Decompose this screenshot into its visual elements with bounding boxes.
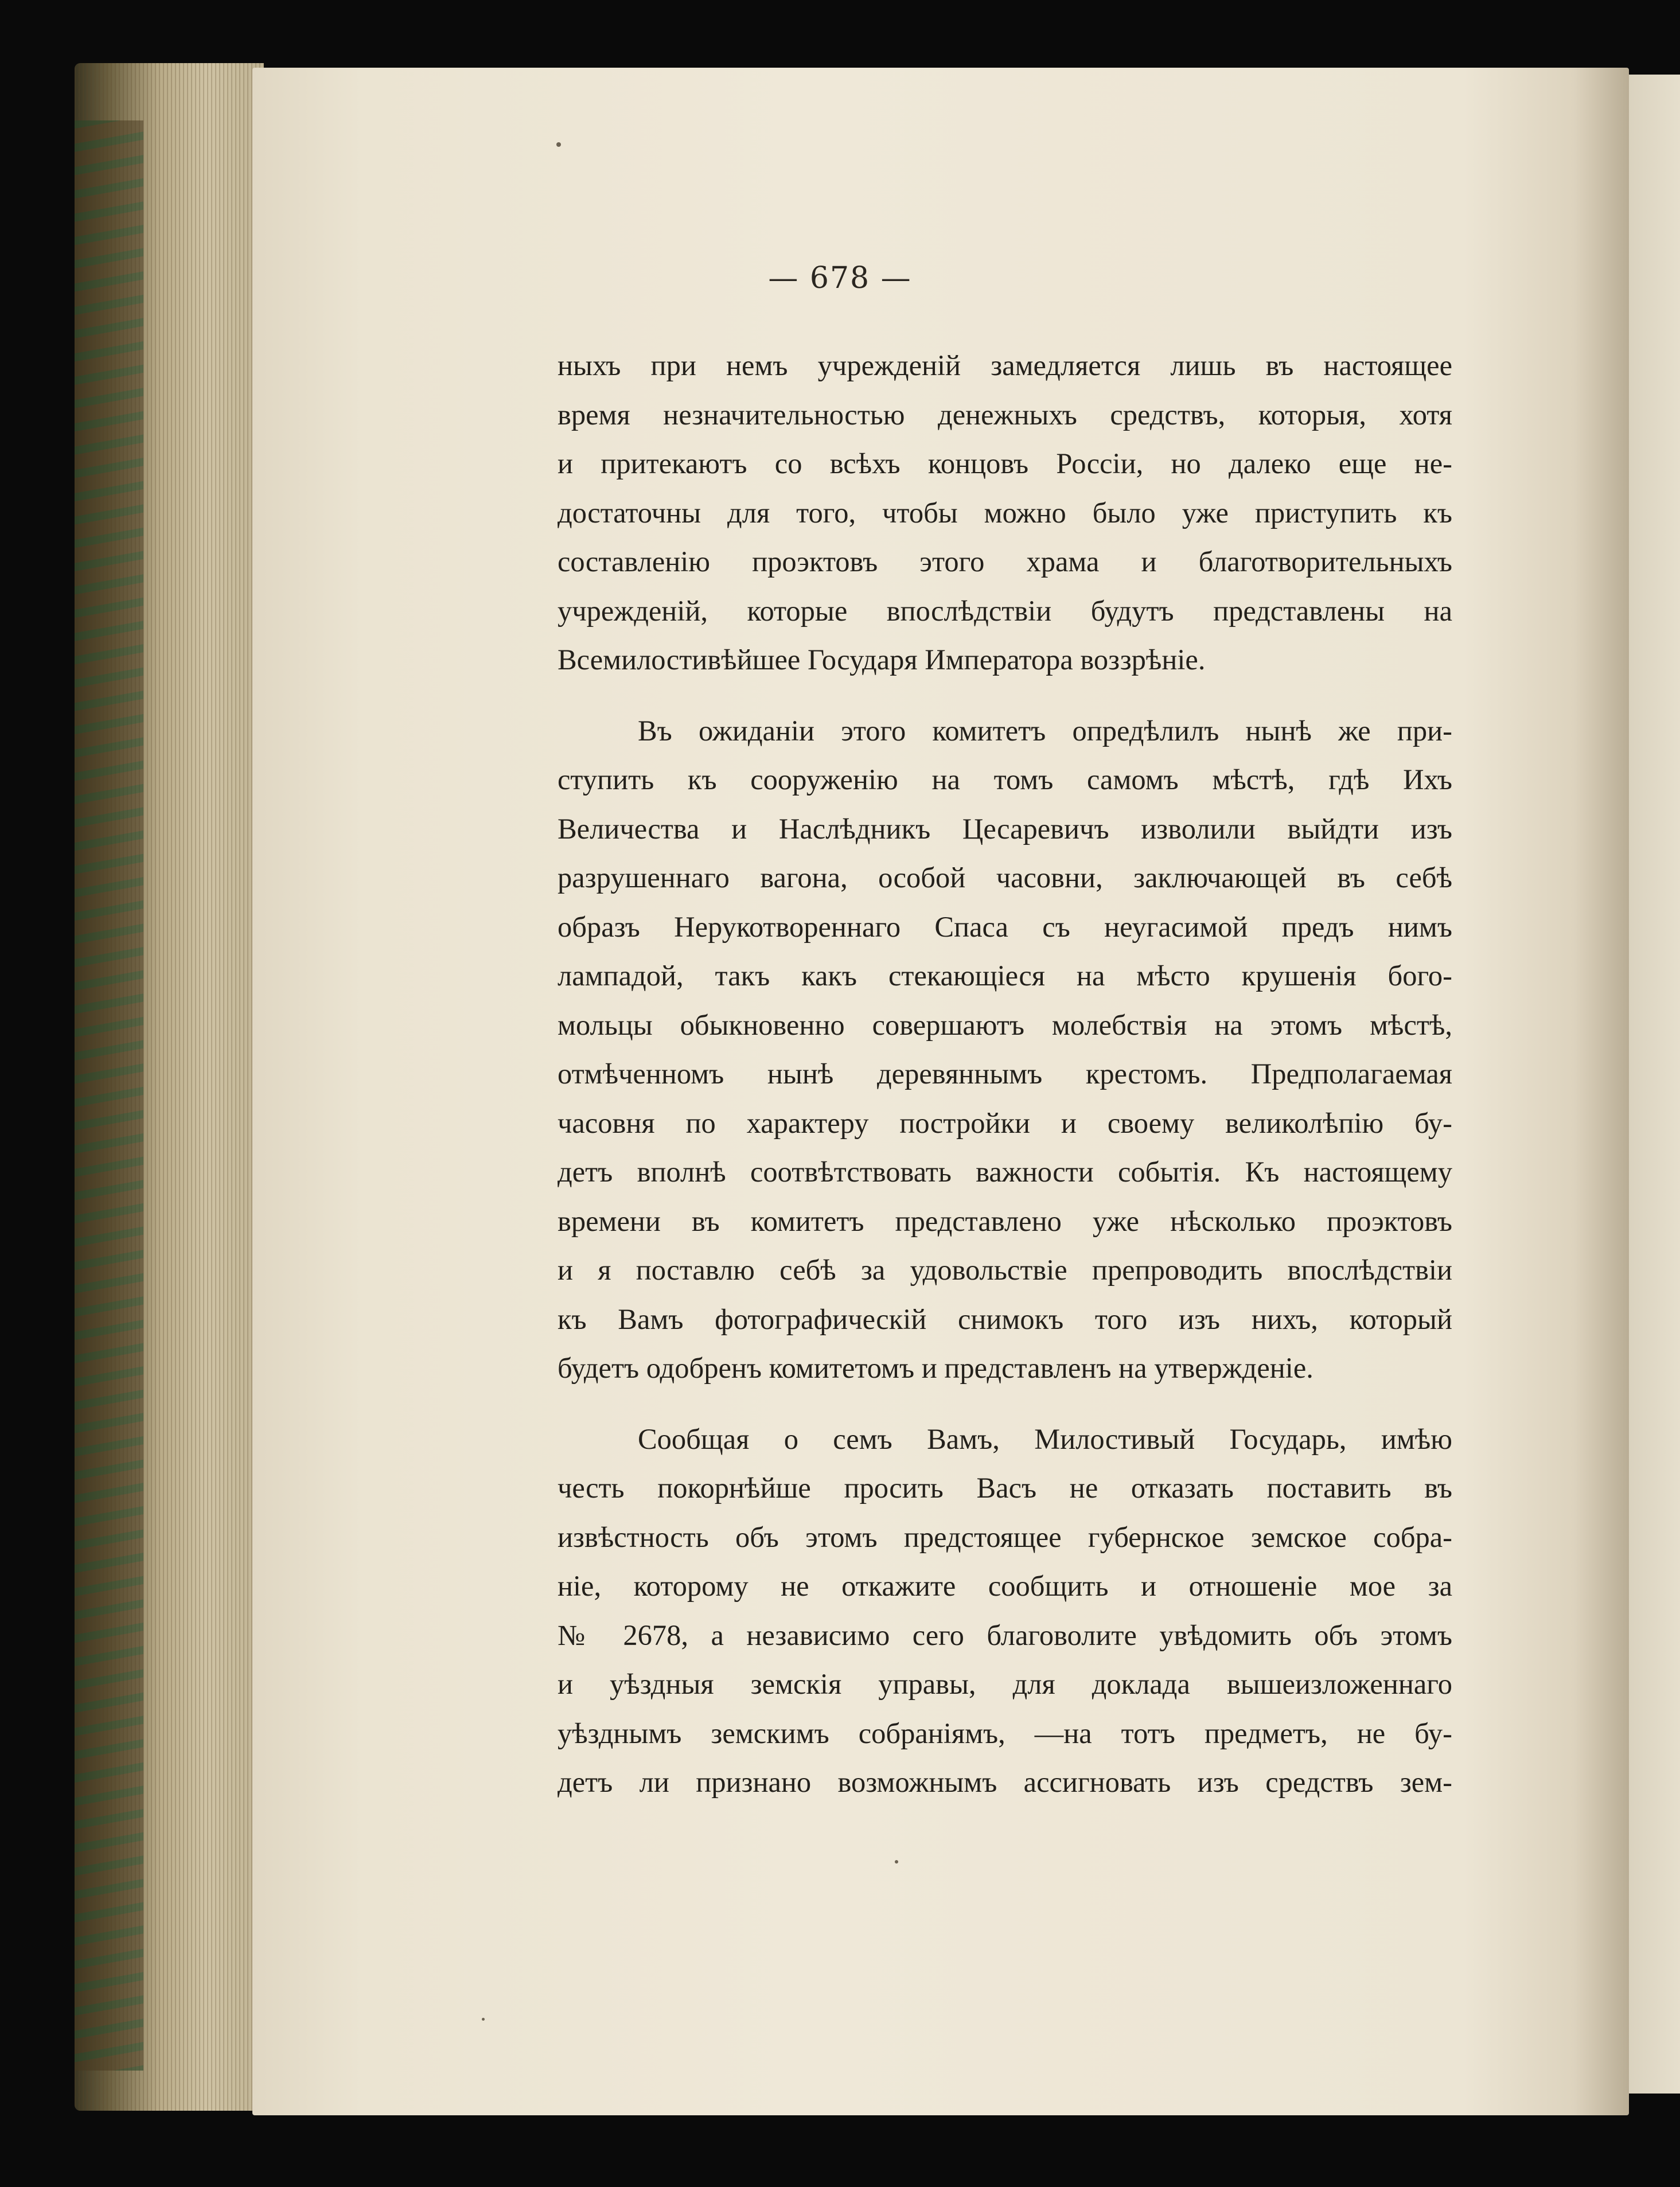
paragraph-gap (558, 685, 1452, 707)
paragraph-1 (558, 341, 1452, 685)
body-text (558, 341, 1452, 1807)
text-line: ніе, которому не откажите сообщить и отношеніе мое за (558, 1570, 1452, 1602)
text-line: лампадой, такъ какъ стекающіеся на мѣсто крушенія бого- (558, 960, 1452, 992)
text-line: ныхъ при немъ учрежденій замедляется лишь въ настоящее (558, 349, 1452, 381)
text-line: Величества и Наслѣдникъ Цесаревичъ изволили выйдти изъ (558, 812, 1452, 845)
text-line: и притекаютъ со всѣхъ концовъ Россіи, но далеко еще не- (558, 447, 1452, 479)
text-line: честь покорнѣйше просить Васъ не отказать поставить въ (558, 1472, 1452, 1504)
text-line: составленію проэктовъ этого храма и благотворительныхъ (558, 545, 1452, 578)
text-line: часовня по характеру постройки и своему великолѣпію бу- (558, 1106, 1452, 1139)
paragraph-3 (558, 1415, 1452, 1807)
paragraph-2 (558, 707, 1452, 1393)
text-line: образъ Нерукотвореннаго Спаса съ неугасимой предъ нимъ (558, 910, 1452, 943)
paper-speck (895, 1860, 898, 1864)
text-line: отмѣченномъ нынѣ деревяннымъ крестомъ. Предполагаемая (558, 1058, 1452, 1090)
text-line: достаточны для того, чтобы можно было уже приступить къ (558, 496, 1452, 529)
text-line: детъ ли признано возможнымъ ассигновать изъ средствъ зем- (558, 1766, 1452, 1798)
text-line: времени въ комитетъ представлено уже нѣсколько проэктовъ (558, 1204, 1452, 1237)
text-line: къ Вамъ фотографическій снимокъ того изъ нихъ, который (558, 1303, 1452, 1335)
text-line: извѣстность объ этомъ предстоящее губернское земское собра- (558, 1521, 1452, 1553)
text-line: будетъ одобренъ комитетомъ и представленъ на утвержденіе. (558, 1352, 1313, 1384)
page-number: — 678 — (768, 261, 912, 295)
book-binding-edge (75, 120, 143, 2071)
text-line: мольцы обыкновенно совершаютъ молебствія на этомъ мѣстѣ, (558, 1008, 1452, 1041)
text-line: и я поставлю себѣ за удовольствіе препроводить впослѣдствіи (558, 1254, 1452, 1286)
text-line: Всемилостивѣйшее Государя Императора воззрѣніе. (558, 644, 1206, 676)
text-line: и уѣздныя земскія управы, для доклада вышеизложеннаго (558, 1668, 1452, 1700)
text-line: учрежденій, которые впослѣдствіи будутъ представлены на (558, 594, 1452, 627)
paper-speck (482, 2018, 485, 2021)
text-line: ступить къ сооруженію на томъ самомъ мѣстѣ, гдѣ Ихъ (558, 763, 1452, 796)
text-line: разрушеннаго вагона, особой часовни, заключающей въ себѣ (558, 861, 1452, 894)
text-line: детъ вполнѣ соотвѣтствовать важности событія. Къ настоящему (558, 1156, 1452, 1188)
text-line: № 2678, а независимо сего благоволите увѣдомить объ этомъ (558, 1619, 1452, 1651)
paragraph-gap (558, 1393, 1452, 1415)
text-line: время незначительностью денежныхъ средствъ, которыя, хотя (558, 398, 1452, 431)
text-line: Сообщая о семъ Вамъ, Милостивый Государь, имѣю (638, 1422, 1452, 1455)
text-line: Въ ожиданіи этого комитетъ опредѣлилъ нынѣ же при- (638, 714, 1452, 747)
paper-speck (556, 142, 561, 147)
text-line: уѣзднымъ земскимъ собраніямъ, —на тотъ предметъ, не бу- (558, 1717, 1452, 1749)
